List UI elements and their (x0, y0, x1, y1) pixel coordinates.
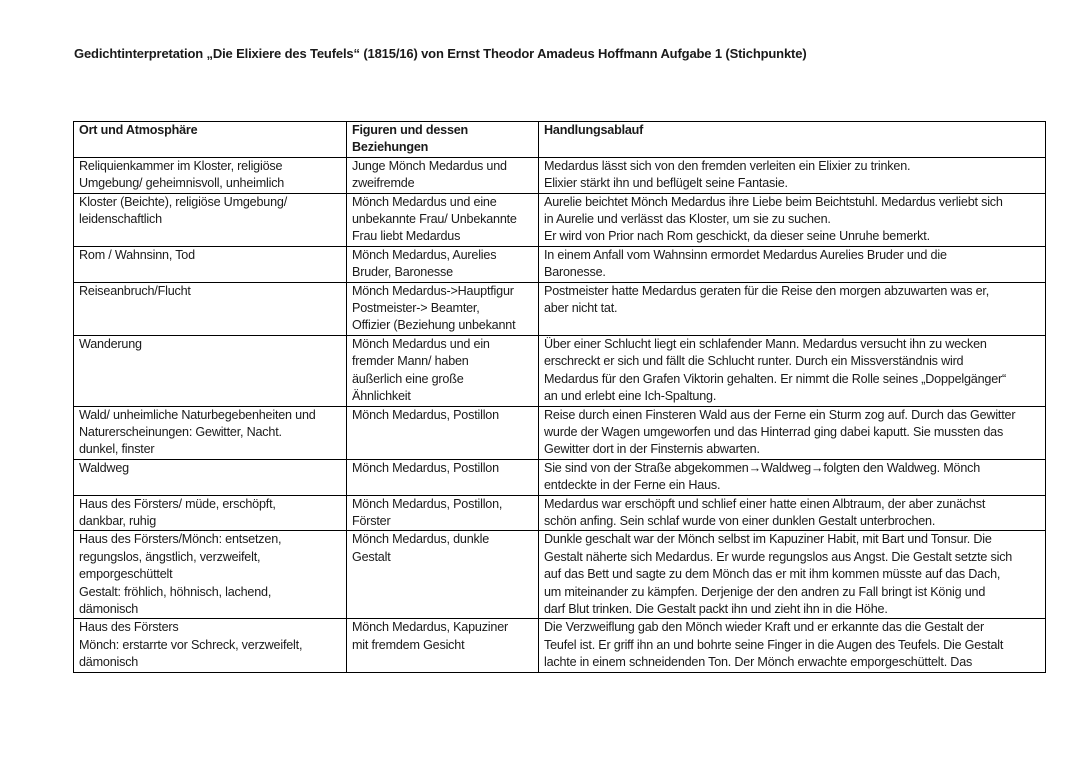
cell-handlung (539, 459, 1046, 495)
cell-ort (74, 406, 347, 459)
table-body (74, 157, 1046, 672)
cell-text-line: an und erlebt eine Ich-Spaltung. (544, 389, 717, 404)
header-text-line: Handlungsablauf (544, 123, 644, 137)
cell-text-line: Mönch Medardus, Kapuziner (352, 620, 509, 635)
cell-text-line: dämonisch (79, 601, 139, 616)
table-row (74, 495, 1046, 531)
cell-handlung (539, 157, 1046, 193)
cell-text-line: regungslos, ängstlich, verzweifelt, (79, 549, 261, 564)
cell-ort (74, 157, 347, 193)
interpretation-table (73, 121, 1046, 673)
cell-text-line: Mönch Medardus, Aurelies (352, 247, 497, 262)
cell-figuren (347, 335, 539, 406)
cell-ort (74, 193, 347, 246)
cell-handlung (539, 246, 1046, 282)
cell-text-line: schön anfing. Sein schlaf wurde von einer dunklen Gestalt unterbrochen. (544, 513, 936, 528)
cell-text-line: unbekannte Frau/ Unbekannte (352, 212, 517, 227)
cell-text-line: lachte in einem schneidenden Ton. Der Mönch erwachte emporgeschüttelt. Das (544, 655, 973, 670)
table-row (74, 335, 1046, 406)
cell-text-line: Ähnlichkeit (352, 389, 411, 404)
cell-text-line: Baronesse. (544, 265, 606, 280)
cell-text-line: Gestalt näherte sich Medardus. Er wurde regungslos aus Angst. Die Gestalt setzte sich (544, 549, 1013, 564)
cell-text-line: Haus des Försters/Mönch: entsetzen, (79, 532, 282, 547)
header-text-line: Ort und Atmosphäre (79, 123, 198, 137)
header-handlung (539, 122, 1046, 158)
cell-text-line: Gestalt (352, 549, 391, 564)
cell-text-line: Teufel ist. Er griff ihn an und bohrte seine Finger in die Augen des Teufels. Die Gestalt (544, 637, 1004, 652)
cell-text-line: erschreckt er sich und fällt die Schlucht runter. Durch ein Missverständnis wird (544, 354, 964, 369)
table-row (74, 531, 1046, 619)
table-row (74, 406, 1046, 459)
cell-text-line: Mönch Medardus und ein (352, 336, 490, 351)
cell-text-line: Er wird von Prior nach Rom geschickt, da dieser seine Unruhe bemerkt. (544, 229, 930, 244)
cell-text-line: mit fremdem Gesicht (352, 637, 465, 652)
cell-text-line: Reliquienkammer im Kloster, religiöse (79, 158, 283, 173)
cell-text-line: Rom / Wahnsinn, Tod (79, 247, 195, 262)
cell-text-line: Offizier (Beziehung unbekannt (352, 318, 516, 333)
cell-figuren (347, 459, 539, 495)
cell-text-line: äußerlich eine große (352, 371, 464, 386)
cell-text-line: auf das Bett und sagte zu dem Mönch das er mit ihm kommen müsste auf das Dach, (544, 567, 1001, 582)
table-row (74, 619, 1046, 672)
header-text-line: Beziehungen (352, 140, 429, 155)
header-figuren (347, 122, 539, 158)
cell-text-line: Haus des Försters/ müde, erschöpft, (79, 496, 276, 511)
cell-text-line: um miteinander zu kämpfen. Derjenige der den andren zu Fall bringt ist König und (544, 584, 986, 599)
header-text-line: Figuren und dessen (352, 123, 469, 137)
cell-text-line: Mönch Medardus, Postillon, (352, 496, 503, 511)
cell-ort (74, 619, 347, 672)
cell-handlung (539, 531, 1046, 619)
cell-text-line: Medardus lässt sich von den fremden verleiten ein Elixier zu trinken. (544, 158, 911, 173)
cell-handlung (539, 495, 1046, 531)
cell-text-line: emporgeschüttelt (79, 567, 173, 582)
cell-text-line: dämonisch (79, 655, 139, 670)
cell-figuren (347, 495, 539, 531)
cell-figuren (347, 246, 539, 282)
cell-figuren (347, 531, 539, 619)
cell-text-line: leidenschaftlich (79, 212, 162, 227)
cell-text-line: Wald/ unheimliche Naturbegebenheiten und (79, 407, 316, 422)
cell-text-line: Medardus für den Grafen Viktorin gehalten. Er nimmt die Rolle seines „Doppelgänger“ (544, 371, 1006, 386)
document-title: Gedichtinterpretation „Die Elixiere des Teufels“ (1815/16) von Ernst Theodor Amadeus Hoffmann Aufgabe 1 (Stichpunkte) (74, 46, 807, 61)
cell-handlung (539, 406, 1046, 459)
cell-text-line: Sie sind von der Straße abgekommen→Waldweg→folgten den Waldweg. Mönch (544, 460, 981, 475)
cell-text-line: In einem Anfall vom Wahnsinn ermordet Medardus Aurelies Bruder und die (544, 247, 947, 262)
cell-text-line: Aurelie beichtet Mönch Medardus ihre Liebe beim Beichtstuhl. Medardus verliebt sich (544, 194, 1003, 209)
header-row (74, 122, 1046, 158)
cell-handlung (539, 193, 1046, 246)
cell-text-line: Mönch Medardus, dunkle (352, 532, 490, 547)
cell-figuren (347, 193, 539, 246)
cell-text-line: Medardus war erschöpft und schlief einer hatte einen Albtraum, der aber zunächst (544, 496, 986, 511)
cell-ort (74, 335, 347, 406)
cell-text-line: Postmeister-> Beamter, (352, 301, 480, 316)
cell-text-line: dunkel, finster (79, 442, 155, 457)
cell-text-line: Reise durch einen Finsteren Wald aus der Ferne ein Sturm zog auf. Durch das Gewitter (544, 407, 1016, 422)
table-row (74, 193, 1046, 246)
cell-figuren (347, 619, 539, 672)
header-ort (74, 122, 347, 158)
cell-handlung (539, 282, 1046, 335)
cell-text-line: Mönch: erstarrte vor Schreck, verzweifelt, (79, 637, 303, 652)
cell-ort (74, 459, 347, 495)
cell-text-line: Bruder, Baronesse (352, 265, 453, 280)
cell-text-line: aber nicht tat. (544, 301, 618, 316)
table-row (74, 246, 1046, 282)
cell-text-line: Dunkle geschalt war der Mönch selbst im Kapuziner Habit, mit Bart und Tonsur. Die (544, 532, 992, 547)
cell-figuren (347, 406, 539, 459)
cell-text-line: darf Blut trinken. Die Gestalt packt ihn und zieht ihn in die Höhe. (544, 601, 888, 616)
cell-text-line: Postmeister hatte Medardus geraten für die Reise den morgen abzuwarten was er, (544, 283, 990, 298)
cell-text-line: Waldweg (79, 460, 129, 475)
cell-text-line: Mönch Medardus, Postillon (352, 407, 499, 422)
cell-text-line: Mönch Medardus und eine (352, 194, 497, 209)
cell-text-line: Wanderung (79, 336, 142, 351)
cell-handlung (539, 619, 1046, 672)
table-header (74, 122, 1046, 158)
cell-text-line: Gestalt: fröhlich, höhnisch, lachend, (79, 584, 272, 599)
cell-text-line: Frau liebt Medardus (352, 229, 461, 244)
cell-ort (74, 282, 347, 335)
cell-handlung (539, 335, 1046, 406)
cell-figuren (347, 282, 539, 335)
cell-ort (74, 495, 347, 531)
table-row (74, 157, 1046, 193)
cell-ort (74, 531, 347, 619)
cell-text-line: Kloster (Beichte), religiöse Umgebung/ (79, 194, 287, 209)
cell-text-line: entdeckte in der Ferne ein Haus. (544, 478, 721, 493)
cell-text-line: Mönch Medardus, Postillon (352, 460, 499, 475)
cell-text-line: Über einer Schlucht liegt ein schlafender Mann. Medardus versucht ihn zu wecken (544, 336, 987, 351)
cell-text-line: Förster (352, 513, 391, 528)
cell-text-line: Junge Mönch Medardus und (352, 158, 507, 173)
cell-text-line: Umgebung/ geheimnisvoll, unheimlich (79, 176, 285, 191)
table-row (74, 282, 1046, 335)
cell-text-line: Haus des Försters (79, 620, 179, 635)
cell-text-line: Die Verzweiflung gab den Mönch wieder Kraft und er erkannte das die Gestalt der (544, 620, 984, 635)
cell-text-line: Reiseanbruch/Flucht (79, 283, 191, 298)
cell-text-line: Elixier stärkt ihn und beflügelt seine Fantasie. (544, 176, 788, 191)
cell-text-line: zweifremde (352, 176, 415, 191)
table-row (74, 459, 1046, 495)
cell-text-line: fremder Mann/ haben (352, 354, 469, 369)
cell-text-line: Mönch Medardus->Hauptfigur (352, 283, 514, 298)
cell-text-line: wurde der Wagen umgeworfen und das Hinterrad ging dabei kaputt. Sie mussten das (544, 424, 1004, 439)
cell-text-line: in Aurelie und verlässt das Kloster, um sie zu suchen. (544, 212, 831, 227)
cell-ort (74, 246, 347, 282)
cell-text-line: Naturerscheinungen: Gewitter, Nacht. (79, 424, 282, 439)
cell-text-line: Gewitter dort in der Finsternis abwarten. (544, 442, 760, 457)
cell-text-line: dankbar, ruhig (79, 513, 157, 528)
cell-figuren (347, 157, 539, 193)
